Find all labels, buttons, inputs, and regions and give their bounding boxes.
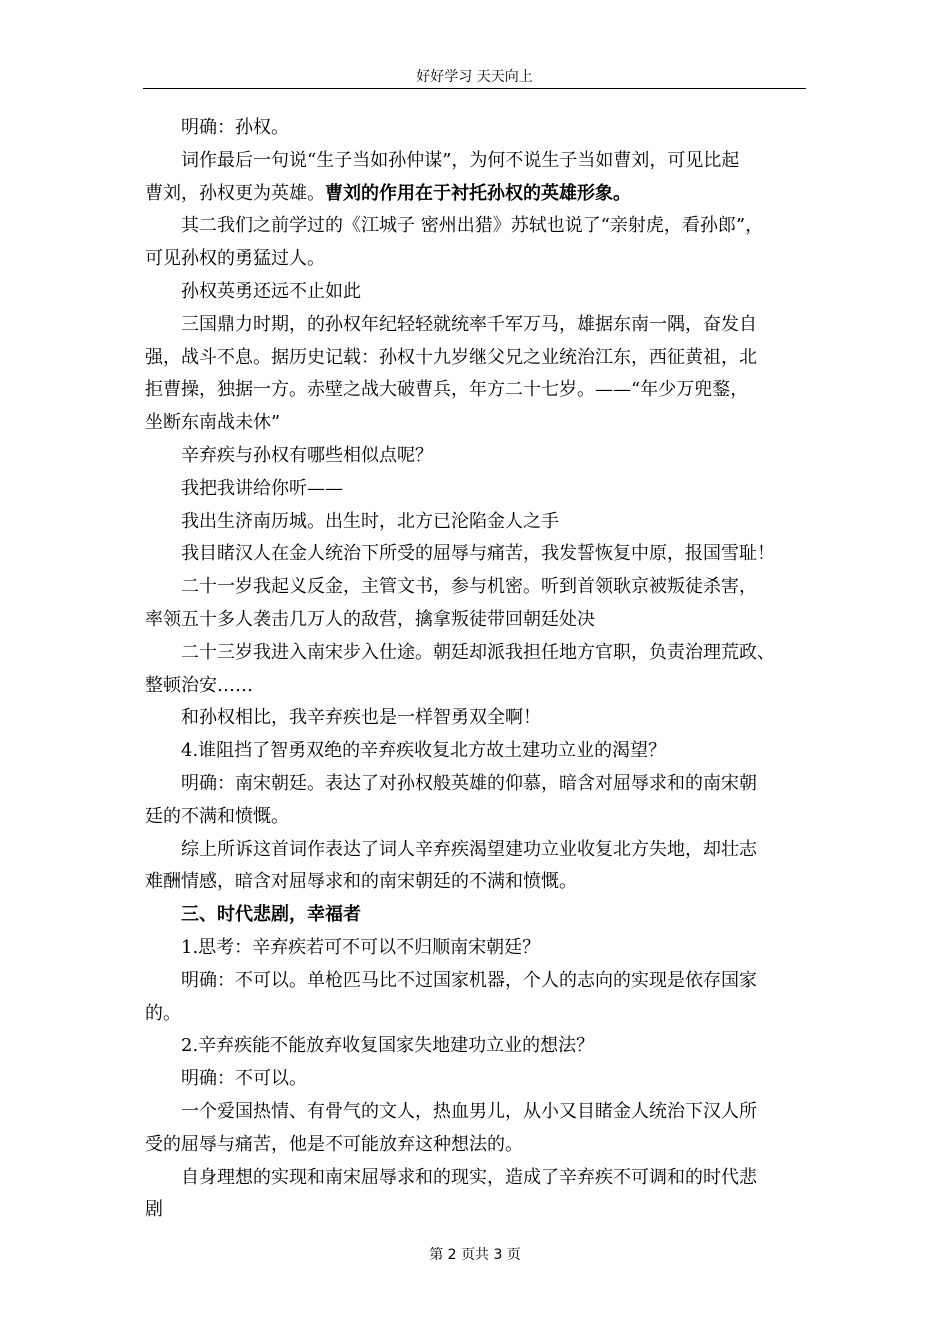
paragraph-patriot (145, 1096, 815, 1162)
paragraph-think-1 (145, 932, 815, 965)
text-line: 可见孙权的勇猛过人。 (145, 248, 325, 270)
text-line: 坐断东南战未休” (145, 412, 281, 434)
paragraph-birthplace (145, 506, 815, 539)
text-line: 率领五十多人袭击几万人的敌营，擒拿叛徒带回朝廷处决 (145, 608, 595, 630)
text-line: 三、时代悲剧，幸福者 (181, 904, 361, 926)
text-span: 曹刘，孙权更为英雄。 (145, 182, 325, 204)
text-line: 和孙权相比，我辛弃疾也是一样智勇双全啊！ (181, 707, 541, 729)
text-line: 明确：南宋朝廷。表达了对孙权般英雄的仰慕，暗含对屈辱求和的南宋朝 (181, 772, 757, 794)
paragraph-more-than-this (145, 276, 815, 309)
text-line: 强，战斗不息。据历史记载：孙权十九岁继父兄之业统治江东，西征黄祖，北 (145, 346, 757, 368)
paragraph-question-4 (145, 735, 815, 768)
paragraph-vow (145, 538, 815, 571)
paragraph-let-me-tell (145, 473, 815, 506)
section-heading (145, 899, 815, 932)
document-body (145, 112, 815, 1227)
text-line: 4.谁阻挡了智勇双绝的辛弃疾收复北方故土建功立业的渴望？ (181, 740, 667, 762)
bold-emphasis: 曹刘的作用在于衬托孙权的英雄形象。 (325, 182, 631, 204)
paragraph-tragedy (145, 1162, 815, 1228)
text-line: 其二我们之前学过的《江城子 密州出猎》苏轼也说了“亲射虎，看孙郎”， (181, 215, 764, 237)
text-line: 辛弃疾与孙权有哪些相似点呢？ (181, 444, 433, 466)
text-line: 二十三岁我进入南宋步入仕途。朝廷却派我担任地方官职，负责治理荒政、 (181, 641, 775, 663)
paragraph-compared (145, 702, 815, 735)
text-line: 廷的不满和愤慨。 (145, 805, 289, 827)
text-line: 我把我讲给你听—— (181, 477, 343, 499)
paragraph-question-2 (145, 1030, 815, 1063)
text-line: 明确：不可以。单枪匹马比不过国家机器，个人的志向的实现是依存国家 (181, 969, 757, 991)
paragraph-age-23 (145, 637, 815, 703)
text-line: 一个爱国热情、有骨气的文人，热血男儿，从小又目睹金人统治下汉人所 (181, 1100, 757, 1122)
paragraph-age-21 (145, 571, 815, 637)
text-line: 明确：不可以。 (181, 1068, 307, 1090)
text-line: 受的屈辱与痛苦，他是不可能放弃这种想法的。 (145, 1133, 523, 1155)
paragraph-answer-sunquan (145, 112, 815, 145)
text-line: 2.辛弃疾能不能放弃收复国家失地建功立业的想法？ (181, 1035, 595, 1057)
paragraph-answer-2 (145, 1063, 815, 1096)
text-line: 自身理想的实现和南宋屈辱求和的现实，造成了辛弃疾不可调和的时代悲 (181, 1166, 757, 1188)
paragraph-summary (145, 834, 815, 900)
paragraph-final-line (145, 145, 815, 211)
page-header: 好好学习 天天向上 (143, 66, 806, 89)
text-line: 的。 (145, 1002, 181, 1024)
page-footer: 第 2 页共 3 页 (429, 1247, 521, 1263)
paragraph-similarities-question (145, 440, 815, 473)
text-line: 二十一岁我起义反金，主管文书，参与机密。听到首领耿京被叛徒杀害， (181, 576, 757, 598)
text-line: 孙权英勇还远不止如此 (181, 280, 361, 302)
paragraph-answer-4 (145, 768, 815, 834)
text-line: 明确：孙权。 (181, 117, 289, 138)
paragraph-jiangchengzi (145, 210, 815, 276)
text-line: 词作最后一句说“生子当如孙仲谋”，为何不说生子当如曹刘，可见比起 (181, 149, 740, 171)
paragraph-three-kingdoms (145, 309, 815, 440)
text-line (145, 178, 815, 211)
text-line: 拒曹操，独据一方。赤壁之战大破曹兵，年方二十七岁。——“年少万兜鍪， (145, 379, 749, 401)
text-line: 剧 (145, 1199, 163, 1221)
text-line: 1.思考：辛弃疾若可不可以不归顺南宋朝廷？ (181, 936, 541, 958)
text-line: 难酬情感，暗含对屈辱求和的南宋朝廷的不满和愤慨。 (145, 871, 577, 893)
text-line: 三国鼎力时期，的孙权年纪轻轻就统率千军万马，雄据东南一隅，奋发自 (181, 313, 757, 335)
text-line: 综上所诉这首词作表达了词人辛弃疾渴望建功立业收复北方失地，却壮志 (181, 838, 757, 860)
text-line: 我出生济南历城。出生时，北方已沦陷金人之手 (181, 510, 559, 532)
paragraph-answer-think-1 (145, 965, 815, 1031)
text-line: 我目睹汉人在金人统治下所受的屈辱与痛苦，我发誓恢复中原，报国雪耻！ (181, 543, 775, 565)
text-line: 整顿治安…… (145, 674, 253, 696)
